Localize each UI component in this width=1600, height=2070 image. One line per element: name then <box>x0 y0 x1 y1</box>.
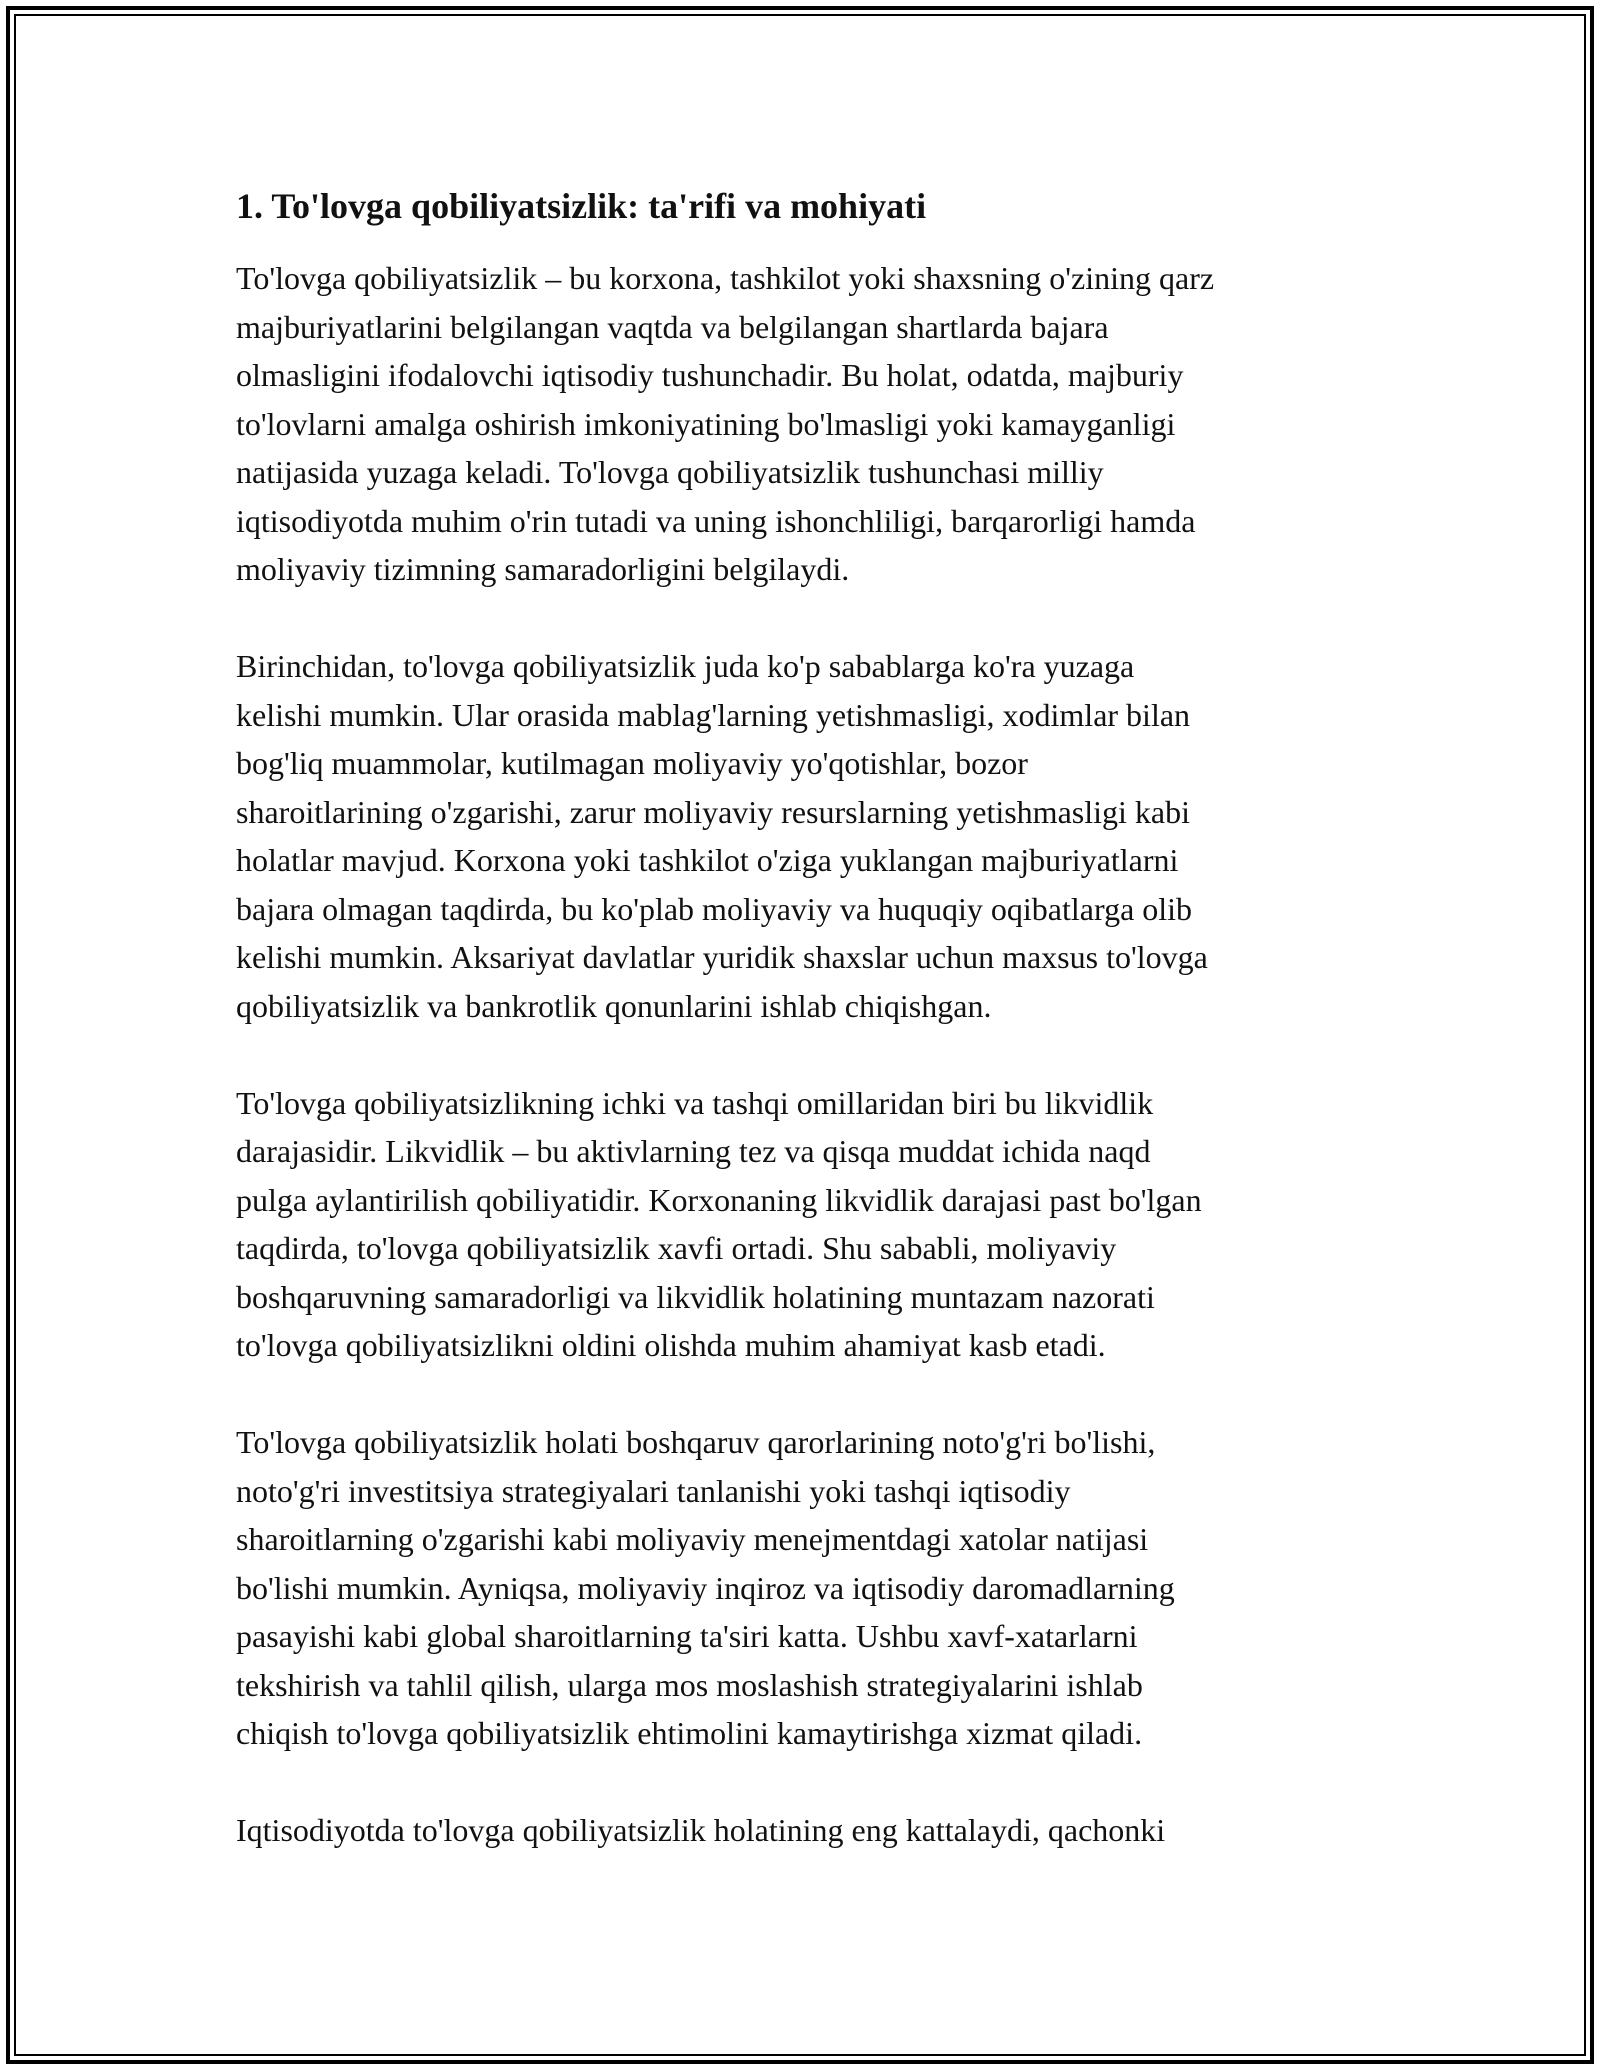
paragraph-line: to'lovlarni amalga oshirish imkoniyatining bo'lmasligi yoki kamayganligi <box>236 405 1176 442</box>
paragraph-5 <box>236 1806 1376 1855</box>
paragraph-line: bo'lishi mumkin. Ayniqsa, moliyaviy inqiroz va iqtisodiy daromadlarning <box>236 1569 1175 1606</box>
paragraph-line: chiqish to'lovga qobiliyatsizlik ehtimolini kamaytirishga xizmat qiladi. <box>236 1715 1143 1751</box>
paragraph-line: sharoitlarining o'zgarishi, zarur moliyaviy resurslarning yetishmasligi kabi <box>236 793 1190 830</box>
paragraph-line: sharoitlarning o'zgarishi kabi moliyaviy menejmentdagi xatolar natijasi <box>236 1521 1149 1557</box>
paragraph-line: To'lovga qobiliyatsizlikning ichki va tashqi omillaridan biri bu likvidlik <box>236 1084 1154 1121</box>
paragraph-line: to'lovga qobiliyatsizlikni oldini olishda muhim ahamiyat kasb etadi. <box>236 1327 1106 1363</box>
section-heading: 1. To'lovga qobiliyatsizlik: ta'rifi va mohiyati <box>236 186 927 226</box>
paragraph-line: olmasligini ifodalovchi iqtisodiy tushunchadir. Bu holat, odatda, majburiy <box>236 357 1184 393</box>
paragraph-line: noto'g'ri investitsiya strategiyalari tanlanishi yoki tashqi iqtisodiy <box>236 1472 1071 1509</box>
paragraph-line: taqdirda, to'lovga qobiliyatsizlik xavfi ortadi. Shu sababli, moliyaviy <box>236 1230 1117 1266</box>
paragraph-line: natijasida yuzaga keladi. To'lovga qobiliyatsizlik tushunchasi milliy <box>236 454 1104 490</box>
paragraph-line: To'lovga qobiliyatsizlik – bu korxona, tashkilot yoki shaxsning o'zining qarz <box>236 260 1215 296</box>
paragraph-line: pasayishi kabi global sharoitlarning ta'siri katta. Ushbu xavf-xatarlarni <box>236 1618 1138 1654</box>
paragraph-line: tekshirish va tahlil qilish, ularga mos moslashish strategiyalarini ishlab <box>236 1666 1143 1703</box>
paragraph-4 <box>236 1418 1376 1758</box>
paragraph-line: bajara olmagan taqdirda, bu ko'plab moliyaviy va huquqiy oqibatlarga olib <box>236 890 1193 927</box>
paragraph-line: moliyaviy tizimning samaradorligini belgilaydi. <box>236 551 850 587</box>
paragraph-3 <box>236 1079 1376 1370</box>
paragraph-line: boshqaruvning samaradorligi va likvidlik holatining muntazam nazorati <box>236 1278 1155 1315</box>
paragraph-line: majburiyatlarini belgilangan vaqtda va belgilangan shartlarda bajara <box>236 308 1109 345</box>
paragraph-line: To'lovga qobiliyatsizlik holati boshqaruv qarorlarining noto'g'ri bo'lishi, <box>236 1424 1156 1460</box>
paragraph-line: Iqtisodiyotda to'lovga qobiliyatsizlik holatining eng kattalaydi, qachonki <box>236 1812 1166 1848</box>
paragraph-line: bog'liq muammolar, kutilmagan moliyaviy yo'qotishlar, bozor <box>236 745 1028 781</box>
paragraph-line: kelishi mumkin. Ular orasida mablag'larning yetishmasligi, xodimlar bilan <box>236 696 1191 733</box>
paragraph-line: holatlar mavjud. Korxona yoki tashkilot o'ziga yuklangan majburiyatlarni <box>236 842 1179 878</box>
document-body <box>236 182 1376 1903</box>
paragraph-line: iqtisodiyotda muhim o'rin tutadi va uning ishonchliligi, barqarorligi hamda <box>236 502 1196 539</box>
paragraph-1 <box>236 254 1376 594</box>
paragraph-list <box>236 254 1376 1855</box>
paragraph-line: kelishi mumkin. Aksariyat davlatlar yuridik shaxslar uchun maxsus to'lovga <box>236 939 1208 975</box>
paragraph-line: darajasidir. Likvidlik – bu aktivlarning tez va qisqa muddat ichida naqd <box>236 1133 1151 1169</box>
paragraph-line: qobiliyatsizlik va bankrotlik qonunlarini ishlab chiqishgan. <box>236 987 992 1024</box>
paragraph-line: pulga aylantirilish qobiliyatidir. Korxonaning likvidlik darajasi past bo'lgan <box>236 1181 1202 1218</box>
paragraph-line: Birinchidan, to'lovga qobiliyatsizlik juda ko'p sabablarga ko'ra yuzaga <box>236 648 1135 684</box>
paragraph-2 <box>236 642 1376 1030</box>
